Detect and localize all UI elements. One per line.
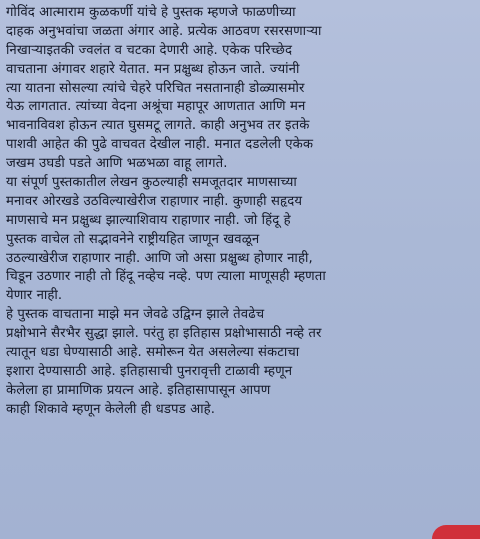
text-line: त्यातून धडा घेण्यासाठी आहे. समोरून येत असलेल्या संकटाचा bbox=[6, 345, 300, 361]
text-line: गोविंद आत्माराम कुळकर्णी यांचे हे पुस्तक म्हणजे फाळणीच्या bbox=[6, 5, 296, 20]
text-line: इशारा देण्यासाठी आहे. इतिहासाची पुनरावृत्ती टाळावी म्हणून bbox=[6, 363, 293, 379]
text-line: माणसाचे मन प्रक्षुब्ध झाल्याशिवाय राहाणार नाही. जो हिंदू हे bbox=[6, 212, 291, 228]
text-line: पाशवी आहेत की पुढे वाचवत देखील नाही. मनात दडलेली एकेक bbox=[6, 137, 314, 153]
text-line: उठल्याखेरीज राहाणार नाही. आणि जो असा प्रक्षुब्ध होणार नाही, bbox=[6, 250, 313, 266]
text-line: जखम उघडी पडते आणि भळभळा वाहू लागते. bbox=[6, 156, 228, 172]
text-line: चिडून उठणार नाही तो हिंदू नव्हेच नव्हे. पण त्याला माणूसही म्हणता bbox=[6, 269, 326, 285]
paragraph-1 bbox=[6, 4, 474, 174]
text-line: भावनाविवश होऊन त्यात घुसमटू लागते. काही अनुभव तर इतके bbox=[6, 118, 310, 134]
paragraph-3 bbox=[6, 306, 474, 419]
text-line: मनावर ओरखडे उठविल्याखेरीज राहाणार नाही. कुणाही सहृदय bbox=[6, 193, 303, 209]
corner-page-mark bbox=[432, 525, 480, 539]
text-line: प्रक्षोभाने सैरभैर सुद्धा झाले. परंतु हा इतिहास प्रक्षोभासाठी नव्हे तर bbox=[6, 326, 322, 342]
text-line: येऊ लागतात. त्यांच्या वेदना अश्रूंचा महापूर आणतात आणि मन bbox=[6, 99, 306, 115]
text-line: त्या यातना सोसल्या त्यांचे चेहरे परिचित नसतानाही डोळ्यासमोर bbox=[6, 80, 305, 96]
text-line: हे पुस्तक वाचताना माझे मन जेवढे उद्विग्न झाले तेवढेच bbox=[6, 307, 265, 323]
text-line: निखाऱ्याइतकी ज्वलंत व चटका देणारी आहे. एकेक परिच्छेद bbox=[6, 42, 293, 58]
text-line: या संपूर्ण पुस्तकातील लेखन कुठल्याही समजूतदार माणसाच्या bbox=[6, 175, 297, 191]
text-line: येणार नाही. bbox=[6, 288, 63, 304]
text-line: वाचताना अंगावर शहारे येतात. मन प्रक्षुब्ध होऊन जाते. ज्यांनी bbox=[6, 61, 300, 77]
text-line: केलेला हा प्रामाणिक प्रयत्न आहे. इतिहासापासून आपण bbox=[6, 382, 271, 398]
text-line: पुस्तक वाचेल तो सद्भावनेने राष्ट्रीयहित जाणून खवळून bbox=[6, 231, 260, 247]
paragraph-2 bbox=[6, 174, 474, 306]
text-line: दाहक अनुभवांचा जळता अंगार आहे. प्रत्येक आठवण रसरसणाऱ्या bbox=[6, 23, 322, 39]
text-line: काही शिकावे म्हणून केलेली ही धडपड आहे. bbox=[6, 401, 216, 417]
